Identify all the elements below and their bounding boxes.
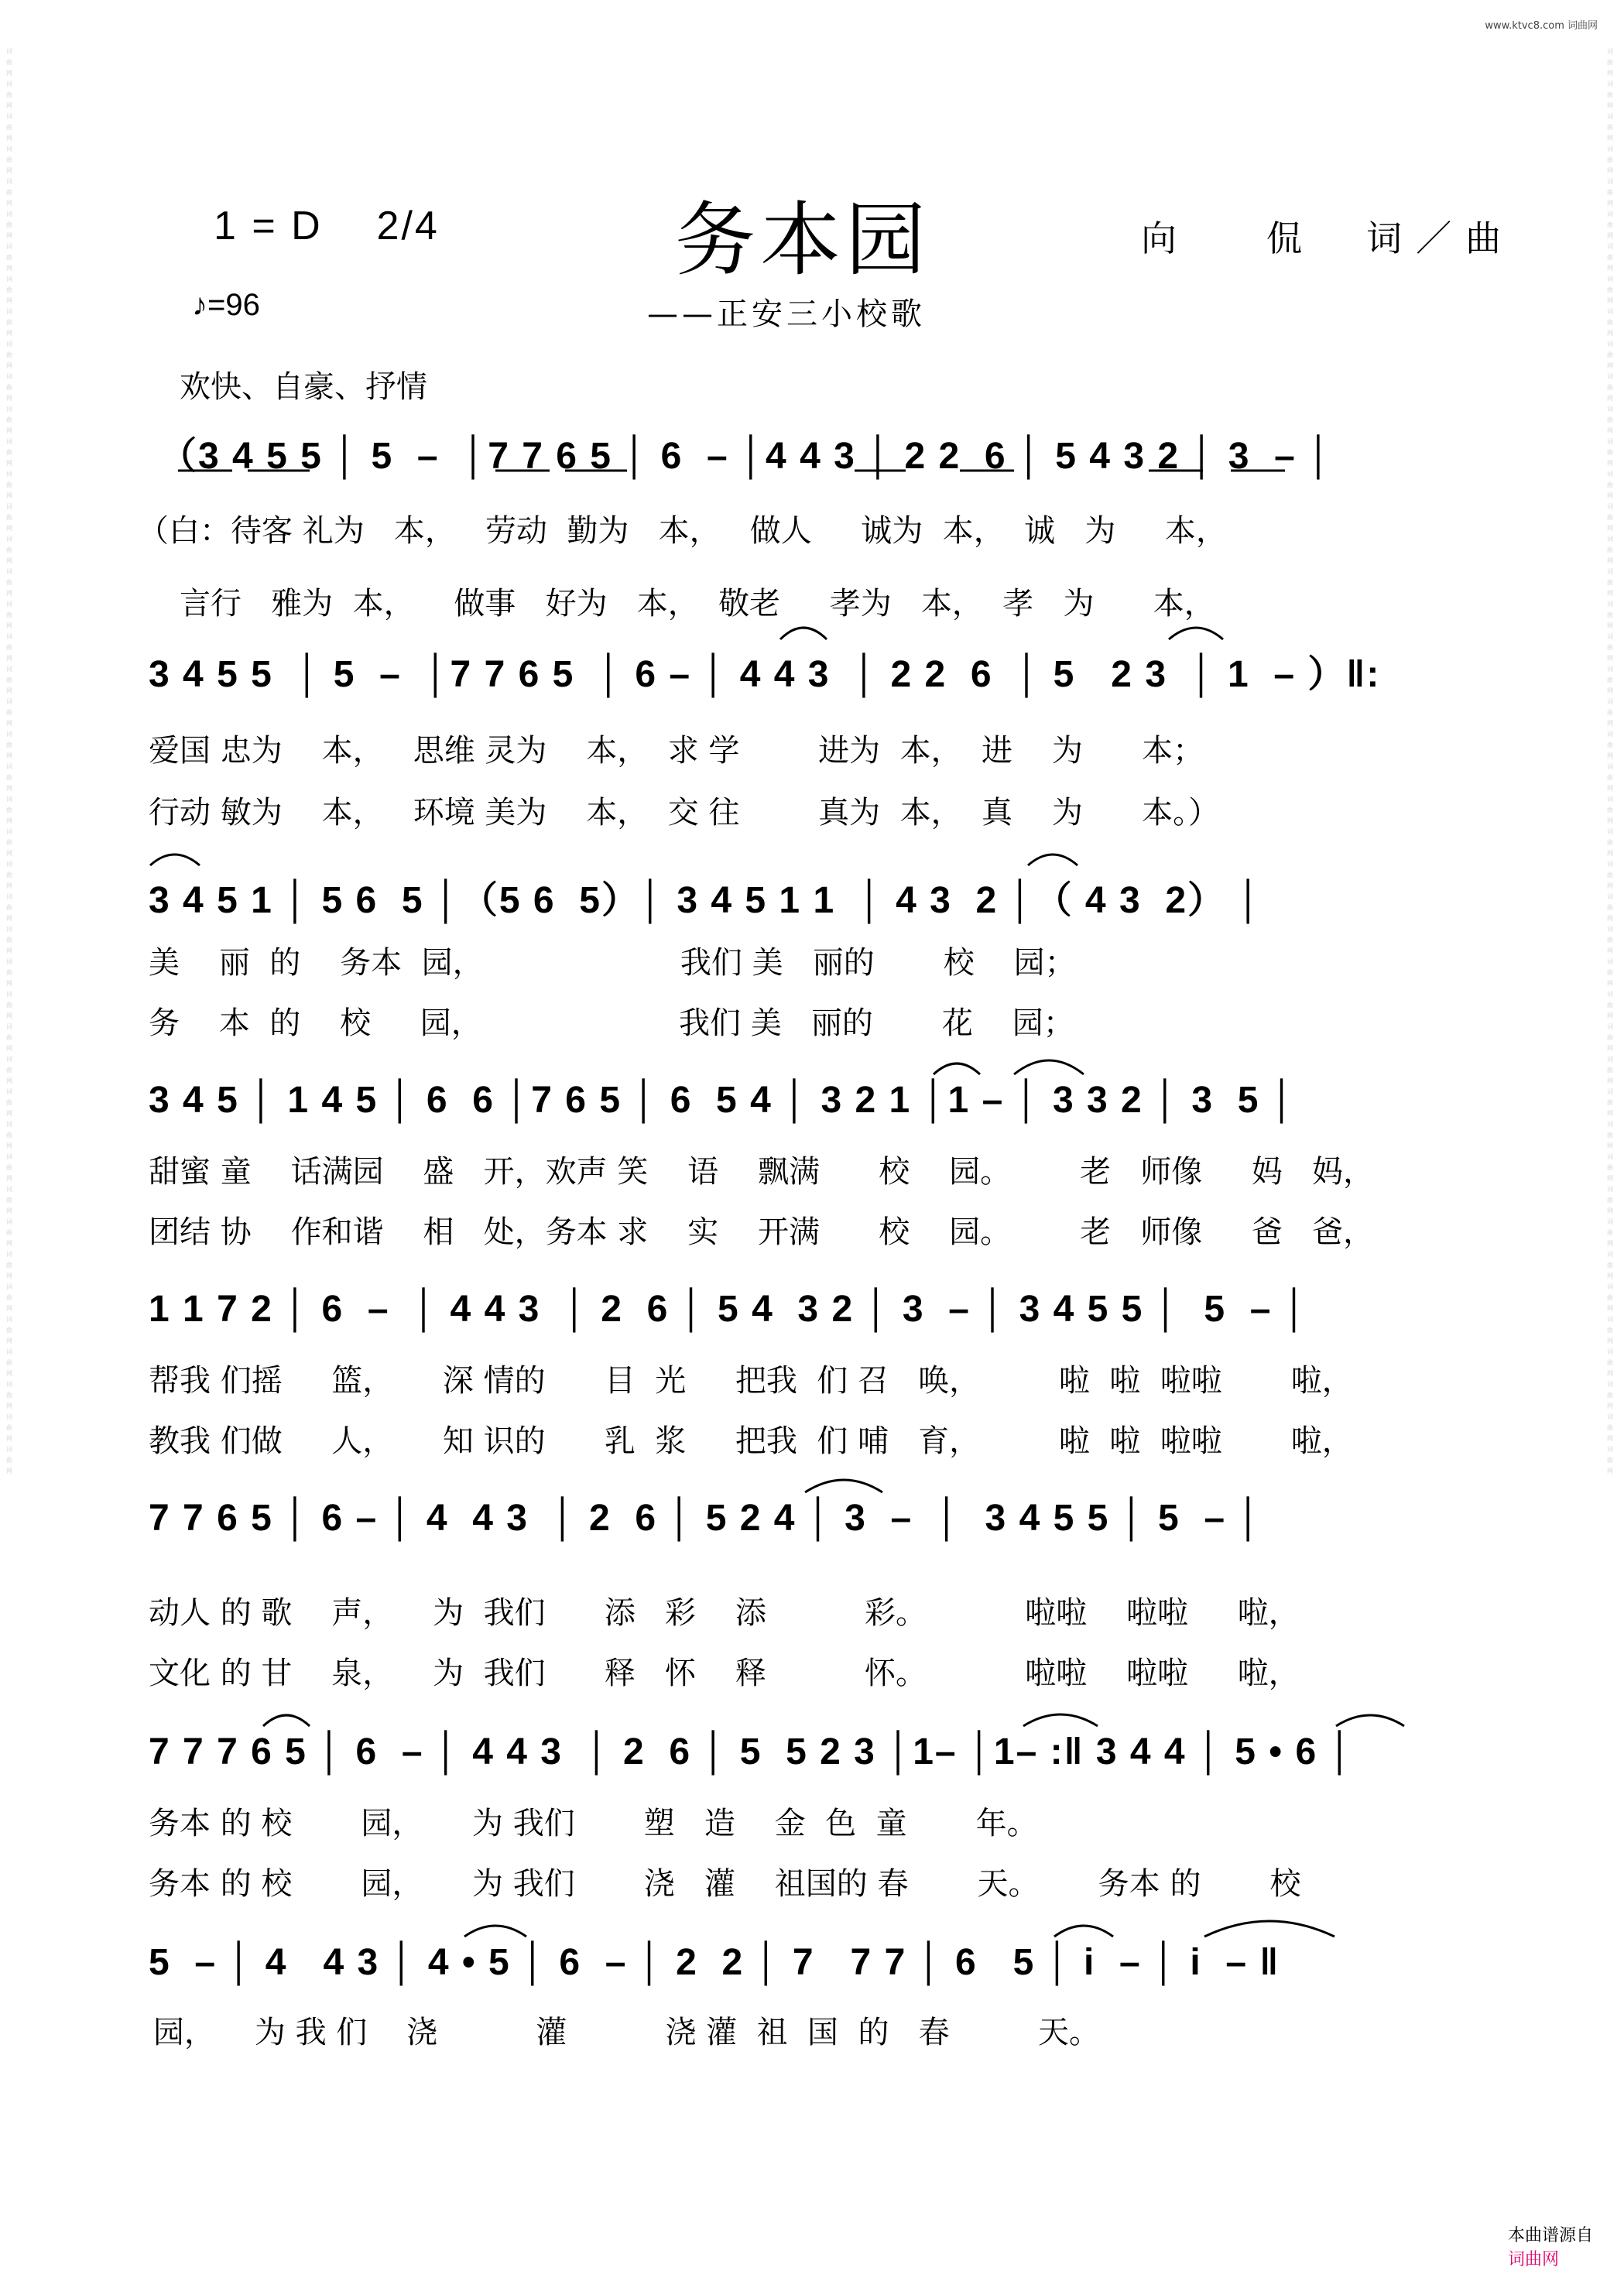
slur-mark (464, 1926, 526, 1937)
lyric-line-8a: 园， 为 我 们 浇 灌 浇 灌 祖 国 的 春 天。 (153, 2015, 1101, 2050)
author-credit: 向 侃 词／曲 (1141, 217, 1516, 259)
lyric-line-3b: 务 本 的 校 园， 我们 美 丽的 花 园； (149, 1005, 1074, 1041)
key-signature: 1 = D 2/4 (214, 204, 440, 248)
lyric-line-6a: 动人 的 歌 声， 为 我们 添 彩 添 彩。 啦啦 啦啦 啦， (149, 1595, 1300, 1631)
slur-mark (1169, 628, 1223, 639)
lyric-line-5b: 教我 们做 人， 知 识的 乳 浆 把我 们 哺 育， 啦 啦 啦啦 啦， (149, 1423, 1353, 1459)
left-watermark: 词曲网 词曲网 词曲网 词曲网 词曲网 词曲网 词曲网 词曲网 词曲网 词曲网 词曲网 词曲网 词曲网 词曲网 词曲网 词曲网 词曲网 词曲网 词曲网 词曲网 词曲网 词曲网 词曲网 词曲网 词曲网 词曲网 词曲网 词曲网 词曲网 词曲网 词曲网 词曲网 词曲网 词曲网 词曲网 词曲网 词曲网 词曲网 词曲网 词曲网 词曲网 词曲网 词曲网 词曲网 (6, 48, 12, 1474)
notation-line-6: 7 7 6 5 │ 6 – │ 4 4 3 │ 2 6 │ 5 2 4 │ 3 – │ 3 4 5 5 │ 5 – │ (149, 1498, 1263, 1539)
slur-mark (1023, 1714, 1098, 1726)
notation-line-2: 3 4 5 5 │ 5 – │7 7 6 5 │ 6 – │ 4 4 3 │ 2 2 6 │ 5 2 3 │ 1 – ）‖: (149, 654, 1381, 695)
lyric-line-1a: （白：待客 礼为 本， 劳动 勤为 本， 做人 诚为 本， 诚 为 本， (138, 513, 1227, 549)
slur-marks (150, 628, 1404, 1937)
notation-line-7: 7 7 7 6 5 │ 6 – │ 4 4 3 │ 2 6 │ 5 5 2 3 │1– │1– :‖ 3 4 4 │ 5 • 6 │ (149, 1731, 1355, 1772)
site-url: www.ktvc8.com 词曲网 (1485, 20, 1598, 32)
slur-mark (150, 855, 200, 865)
lyric-line-2b: 行动 敏为 本， 环境 美为 本， 交 往 真为 本， 真 为 本。） (149, 795, 1220, 831)
slur-mark (934, 1063, 980, 1074)
tempo-marking: ♪=96 (192, 288, 260, 322)
lyric-line-1b: 言行 雅为 本， 做事 好为 本， 敬老 孝为 本， 孝 为 本， (180, 586, 1215, 622)
lyric-line-4b: 团结 协 作和谐 相 处，务本 求 实 开满 校 园。 老 师像 爸 爸， (149, 1214, 1375, 1250)
slur-mark (1028, 855, 1078, 865)
lyric-line-3a: 美 丽 的 务本 园， 我们 美 丽的 校 园； (149, 945, 1076, 981)
notation-line-3: 3 4 5 1 │ 5 6 5 │（5 6 5）│ 3 4 5 1 1 │ 4 3 2 │（ 4 3 2） │ (149, 880, 1263, 921)
notation-line-8: 5 – │ 4 4 3 │ 4 • 5 │ 6 – │ 2 2 │ 7 7 7 │ 6 5 │ i – │ i – ‖ (149, 1942, 1280, 1983)
footer-source-text: 本曲谱源自 (1507, 2226, 1593, 2245)
expression-marking: 欢快、自豪、抒情 (180, 369, 427, 405)
lyric-line-7b: 务本 的 校 园， 为 我们 浇 灌 祖国的 春 天。 务本 的 校 (149, 1866, 1301, 1902)
notation-line-1: （3 4 5 5 │ 5 – │7 7 6 5 │ 6 – │4 4 3 │ 2 2 6 │ 5 4 3 2 │ 3 – │ (159, 436, 1334, 477)
song-title: 务本园 (675, 193, 931, 287)
lyric-line-7a: 务本 的 校 园， 为 我们 塑 造 金 色 童 年。 (149, 1806, 1038, 1841)
slur-mark (1054, 1926, 1113, 1937)
slur-mark (780, 628, 827, 639)
notation-line-5: 1 1 7 2 │ 6 – │ 4 4 3 │ 2 6 │ 5 4 3 2 │ 3 – │ 3 4 5 5 │ 5 – │ (149, 1289, 1309, 1330)
slur-mark (1014, 1060, 1084, 1074)
footer-brand-link[interactable]: 词曲网 (1507, 2250, 1559, 2269)
lyric-line-2a: 爱国 忠为 本， 思维 灵为 本， 求 学 进为 本， 进 为 本； (149, 733, 1204, 769)
right-watermark: 词曲网 词曲网 词曲网 词曲网 词曲网 词曲网 词曲网 词曲网 词曲网 词曲网 词曲网 词曲网 词曲网 词曲网 词曲网 词曲网 词曲网 词曲网 词曲网 词曲网 词曲网 词曲网 词曲网 词曲网 词曲网 词曲网 词曲网 词曲网 词曲网 词曲网 词曲网 词曲网 词曲网 词曲网 词曲网 词曲网 词曲网 词曲网 词曲网 词曲网 词曲网 词曲网 词曲网 词曲网 (1607, 48, 1613, 1474)
slur-mark (1336, 1715, 1404, 1726)
slur-mark (1204, 1921, 1334, 1937)
slur-mark (263, 1715, 310, 1726)
lyric-line-5a: 帮我 们摇 篮， 深 情的 目 光 把我 们 召 唤， 啦 啦 啦啦 啦， (149, 1363, 1353, 1399)
notation-line-4: 3 4 5 │ 1 4 5 │ 6 6 │7 6 5 │ 6 5 4 │ 3 2 1 │1 – │ 3 3 2 │ 3 5 │ (149, 1080, 1297, 1121)
lyric-line-6b: 文化 的 甘 泉， 为 我们 释 怀 释 怀。 啦啦 啦啦 啦， (149, 1656, 1300, 1691)
song-subtitle: ——正安三小校歌 (647, 296, 926, 332)
lyric-line-4a: 甜蜜 童 话满园 盛 开，欢声 笑 语 飘满 校 园。 老 师像 妈 妈， (149, 1154, 1375, 1190)
footer-source (1497, 2203, 1593, 2270)
slur-mark (805, 1480, 882, 1492)
